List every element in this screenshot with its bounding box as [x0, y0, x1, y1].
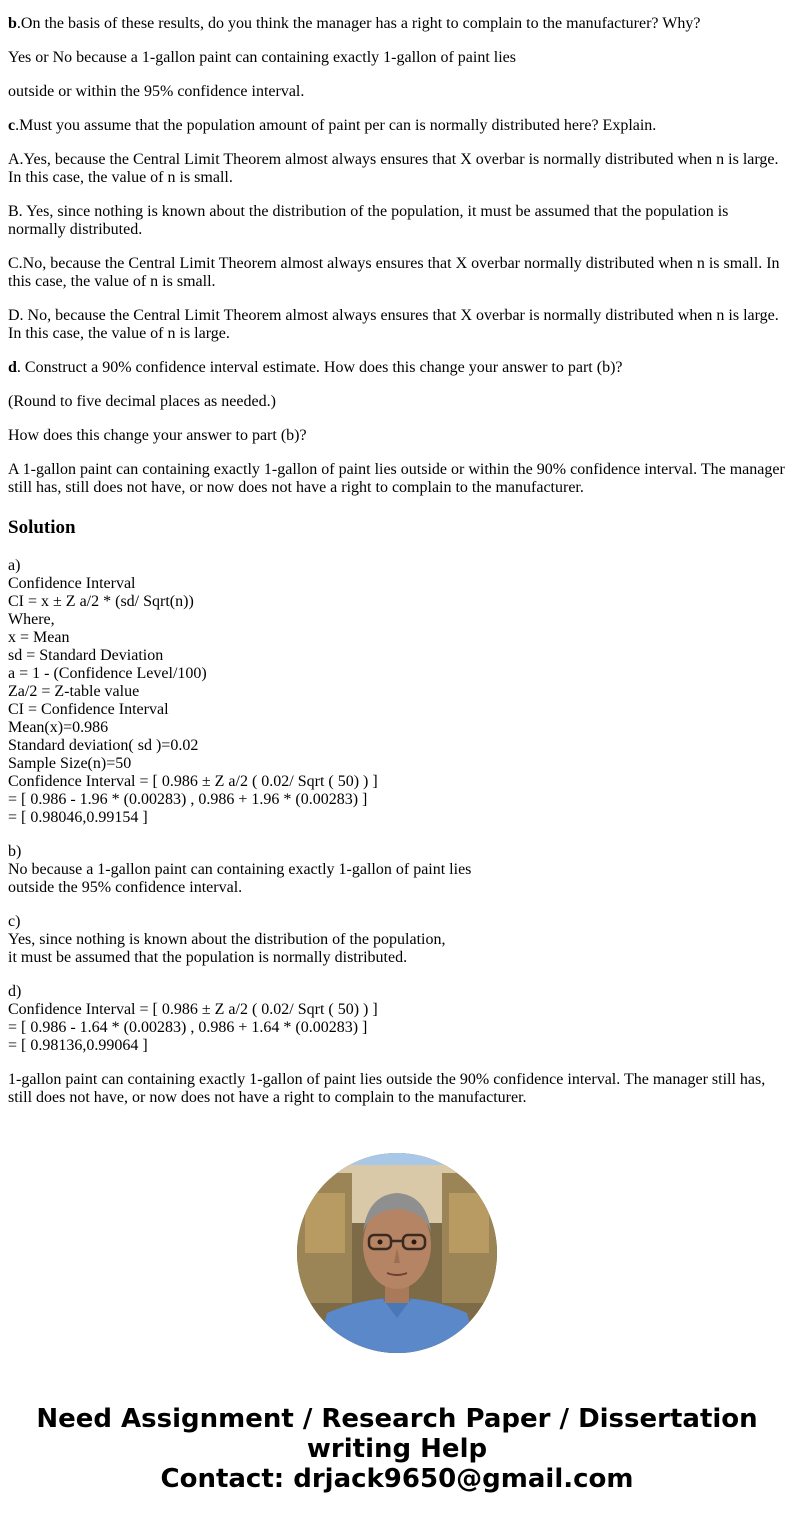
solution-heading: Solution — [8, 517, 76, 538]
solution-part-c — [8, 913, 788, 967]
question-b — [8, 15, 788, 33]
solution-conclusion: 1-gallon paint can containing exactly 1-gallon of paint lies outside the 90% confidence interval. The manager still has, still does not have, or now does not have a right to complain to the manufacturer. — [8, 1071, 766, 1106]
solution-line: = [ 0.98046,0.99154 ] — [8, 809, 148, 826]
question-c-option-c: C.No, because the Central Limit Theorem almost always ensures that X overbar normally distributed when n is small. In this case, the value of n is small. — [8, 255, 780, 290]
solution-line: d) — [8, 983, 22, 1000]
solution-line: x = Mean — [8, 629, 70, 646]
author-portrait-image — [297, 1153, 497, 1353]
question-c-option-a: A.Yes, because the Central Limit Theorem almost always ensures that X overbar is normally distributed when n is large. In this case, the value of n is small. — [8, 151, 779, 186]
solution-line: CI = Confidence Interval — [8, 701, 169, 718]
question-c — [8, 117, 788, 135]
solution-line: CI = x ± Z a/2 * (sd/ Sqrt(n)) — [8, 593, 194, 610]
author-avatar — [297, 1153, 497, 1353]
solution-line: Standard deviation( sd )=0.02 — [8, 737, 199, 754]
solution-line: = [ 0.986 - 1.96 * (0.00283) , 0.986 + 1.96 * (0.00283) ] — [8, 791, 368, 808]
solution-line: Sample Size(n)=50 — [8, 755, 132, 772]
solution-line: b) — [8, 843, 22, 860]
document-body — [8, 15, 788, 1123]
question-b-option-line2: outside or within the 95% confidence interval. — [8, 83, 305, 100]
question-d — [8, 359, 788, 377]
question-d-text: . Construct a 90% confidence interval estimate. How does this change your answer to part (b)? — [16, 359, 623, 376]
question-b-option-line1: Yes or No because a 1-gallon paint can containing exactly 1-gallon of paint lies — [8, 49, 517, 66]
solution-line: = [ 0.986 - 1.64 * (0.00283) , 0.986 + 1.64 * (0.00283) ] — [8, 1019, 368, 1036]
question-d-label: d — [8, 359, 17, 376]
question-d-how: How does this change your answer to part (b)? — [8, 427, 307, 444]
solution-line: a) — [8, 557, 21, 574]
solution-part-d — [8, 983, 788, 1055]
solution-line: a = 1 - (Confidence Level/100) — [8, 665, 207, 682]
question-b-label: b — [8, 15, 17, 32]
question-b-text: .On the basis of these results, do you think the manager has a right to complain to the manufacturer? Why? — [16, 15, 701, 32]
question-d-statement: A 1-gallon paint can containing exactly 1-gallon of paint lies outside or within the 90% confidence interval. The manager still has, still does not have, or now does not have a right to complain to the manufacturer. — [8, 461, 785, 496]
solution-part-a — [8, 557, 788, 827]
solution-line: Yes, since nothing is known about the distribution of the population, — [8, 931, 446, 948]
solution-line: Za/2 = Z-table value — [8, 683, 140, 700]
solution-line: Where, — [8, 611, 55, 628]
promo-banner — [0, 1404, 794, 1494]
question-c-text: .Must you assume that the population amount of paint per can is normally distributed here? Explain. — [15, 117, 657, 134]
promo-line2: writing Help — [306, 1434, 488, 1464]
solution-line: c) — [8, 913, 21, 930]
solution-line: sd = Standard Deviation — [8, 647, 164, 664]
solution-line: Mean(x)=0.986 — [8, 719, 109, 736]
question-c-option-d: D. No, because the Central Limit Theorem almost always ensures that X overbar is normally distributed when n is large. In this case, the value of n is large. — [8, 307, 779, 342]
question-c-label: c — [8, 117, 16, 134]
solution-line: Confidence Interval = [ 0.986 ± Z a/2 ( 0.02/ Sqrt ( 50) ) ] — [8, 773, 378, 790]
solution-line: outside the 95% confidence interval. — [8, 879, 243, 896]
question-d-round-note: (Round to five decimal places as needed.) — [8, 393, 276, 410]
solution-line: Confidence Interval = [ 0.986 ± Z a/2 ( 0.02/ Sqrt ( 50) ) ] — [8, 1001, 378, 1018]
solution-part-b — [8, 843, 788, 897]
solution-line: Confidence Interval — [8, 575, 136, 592]
promo-contact: Contact: drjack9650@gmail.com — [160, 1464, 634, 1494]
solution-line: = [ 0.98136,0.99064 ] — [8, 1037, 148, 1054]
question-c-option-b: B. Yes, since nothing is known about the distribution of the population, it must be assumed that the population is normally distributed. — [8, 203, 729, 238]
promo-line1: Need Assignment / Research Paper / Dissertation — [36, 1404, 758, 1434]
solution-line: it must be assumed that the population is normally distributed. — [8, 949, 408, 966]
solution-line: No because a 1-gallon paint can containing exactly 1-gallon of paint lies — [8, 861, 472, 878]
